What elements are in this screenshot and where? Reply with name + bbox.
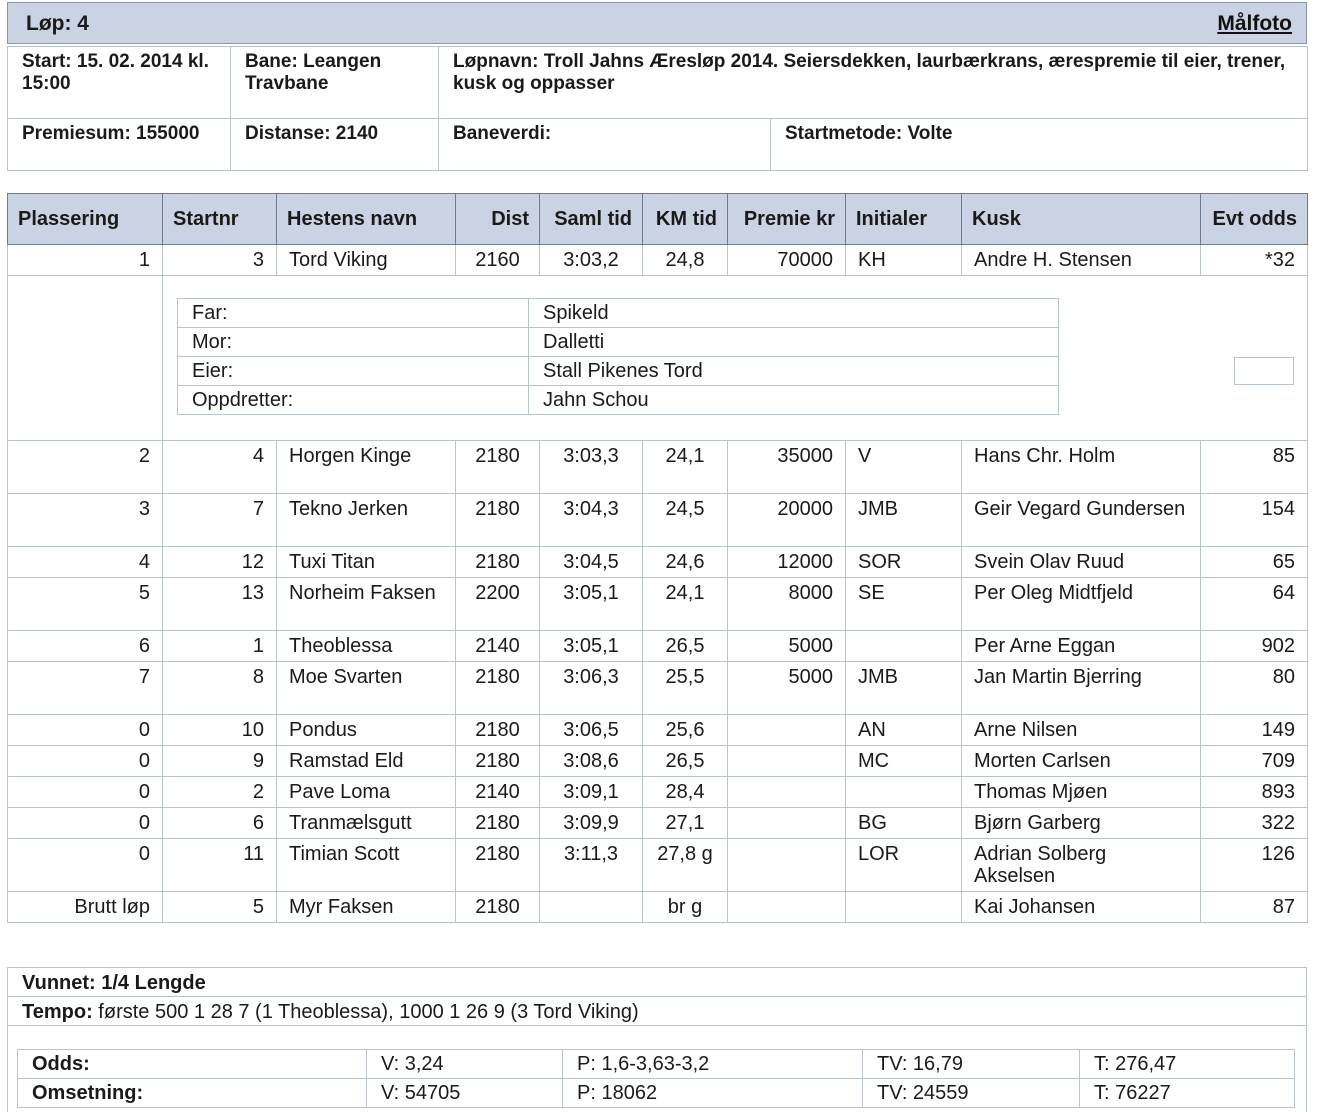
- total-time: 3:03,2: [540, 245, 643, 276]
- placement: 4: [8, 547, 163, 578]
- placement: 5: [8, 578, 163, 631]
- odds: 902: [1201, 631, 1308, 662]
- km-time: 24,8: [643, 245, 728, 276]
- placement: 0: [8, 746, 163, 777]
- start-number: 6: [163, 808, 277, 839]
- distance: 2180: [456, 808, 540, 839]
- table-row: [8, 631, 1308, 662]
- total-time: 3:03,3: [540, 441, 643, 494]
- start-method: Startmetode: Volte: [771, 119, 1308, 171]
- initials: [846, 777, 962, 808]
- race-info-table: [7, 46, 1308, 171]
- driver: Bjørn Garberg: [962, 808, 1201, 839]
- initials: [846, 631, 962, 662]
- track-value: Baneverdi:: [439, 119, 771, 171]
- initials: MC: [846, 746, 962, 777]
- odds-row: [18, 1050, 1295, 1079]
- placement: 0: [8, 839, 163, 892]
- distance: 2180: [456, 547, 540, 578]
- driver: Jan Martin Bjerring: [962, 662, 1201, 715]
- placement: 1: [8, 245, 163, 276]
- placement: 6: [8, 631, 163, 662]
- placement: 0: [8, 808, 163, 839]
- odds: 64: [1201, 578, 1308, 631]
- col-km-time: KM tid: [643, 194, 728, 245]
- col-initials: Initialer: [846, 194, 962, 245]
- distance: Distanse: 2140: [231, 119, 439, 171]
- horse-name: Pave Loma: [277, 777, 456, 808]
- col-start-number: Startnr: [163, 194, 277, 245]
- pedigree-cell: [163, 276, 1308, 441]
- table-row: [8, 494, 1308, 547]
- table-row: [8, 892, 1308, 923]
- start-number: 1: [163, 631, 277, 662]
- start-number: 8: [163, 662, 277, 715]
- col-odds: Evt odds: [1201, 194, 1308, 245]
- odds-t: T: 276,47: [1080, 1050, 1295, 1079]
- odds: 80: [1201, 662, 1308, 715]
- total-time: 3:06,5: [540, 715, 643, 746]
- col-prize: Premie kr: [728, 194, 846, 245]
- pedigree-row-owner: Eier: Stall Pikenes Tord: [178, 357, 1059, 386]
- table-row: [8, 808, 1308, 839]
- odds-table: [17, 1049, 1295, 1108]
- start-number: 4: [163, 441, 277, 494]
- start-number: 5: [163, 892, 277, 923]
- initials: JMB: [846, 662, 962, 715]
- prize: 20000: [728, 494, 846, 547]
- km-time: 25,6: [643, 715, 728, 746]
- horse-name: Pondus: [277, 715, 456, 746]
- odds: 149: [1201, 715, 1308, 746]
- km-time: 25,5: [643, 662, 728, 715]
- pedigree-table: [177, 298, 1059, 415]
- placement: 3: [8, 494, 163, 547]
- distance: 2140: [456, 777, 540, 808]
- initials: SE: [846, 578, 962, 631]
- start-number: 12: [163, 547, 277, 578]
- turnover-row: [18, 1079, 1295, 1108]
- start-number: 13: [163, 578, 277, 631]
- pedigree-row-dam: Mor: Dalletti: [178, 328, 1059, 357]
- odds: 709: [1201, 746, 1308, 777]
- km-time: 26,5: [643, 631, 728, 662]
- distance: 2180: [456, 494, 540, 547]
- total-time: [540, 892, 643, 923]
- turnover-label: Omsetning:: [18, 1079, 367, 1108]
- placement: 0: [8, 777, 163, 808]
- prize: 5000: [728, 631, 846, 662]
- horse-name: Theoblessa: [277, 631, 456, 662]
- horse-name: Tranmælsgutt: [277, 808, 456, 839]
- driver: Thomas Mjøen: [962, 777, 1201, 808]
- total-time: 3:04,3: [540, 494, 643, 547]
- initials: [846, 892, 962, 923]
- distance: 2180: [456, 839, 540, 892]
- distance: 2180: [456, 662, 540, 715]
- prize: [728, 715, 846, 746]
- km-time: 24,5: [643, 494, 728, 547]
- start-number: 9: [163, 746, 277, 777]
- results-table: [7, 193, 1308, 923]
- distance: 2180: [456, 892, 540, 923]
- distance: 2180: [456, 715, 540, 746]
- driver: Morten Carlsen: [962, 746, 1201, 777]
- horse-name: Moe Svarten: [277, 662, 456, 715]
- col-horse-name: Hestens navn: [277, 194, 456, 245]
- start-time: Start: 15. 02. 2014 kl. 15:00: [8, 47, 231, 119]
- tempo-line: [8, 997, 1306, 1026]
- horse-name: Timian Scott: [277, 839, 456, 892]
- distance: 2200: [456, 578, 540, 631]
- odds-p: P: 1,6-3,63-3,2: [563, 1050, 863, 1079]
- km-time: br g: [643, 892, 728, 923]
- placement: 2: [8, 441, 163, 494]
- total-time: 3:05,1: [540, 631, 643, 662]
- table-row: [8, 662, 1308, 715]
- photo-finish-link[interactable]: Målfoto: [1217, 12, 1292, 35]
- turnover-v: V: 54705: [367, 1079, 563, 1108]
- driver: Geir Vegard Gundersen: [962, 494, 1201, 547]
- horse-name: Ramstad Eld: [277, 746, 456, 777]
- km-time: 26,5: [643, 746, 728, 777]
- pedigree-extra-cell: [1234, 357, 1294, 385]
- horse-name: Tord Viking: [277, 245, 456, 276]
- km-time: 24,1: [643, 441, 728, 494]
- horse-name: Horgen Kinge: [277, 441, 456, 494]
- pedigree-spacer: [8, 276, 163, 441]
- odds: 85: [1201, 441, 1308, 494]
- race-number: Løp: 4: [26, 12, 89, 35]
- placement: 0: [8, 715, 163, 746]
- initials: AN: [846, 715, 962, 746]
- won-margin: Vunnet: 1/4 Lengde: [8, 968, 1306, 997]
- driver: Arne Nilsen: [962, 715, 1201, 746]
- race-title-bar: [7, 2, 1307, 44]
- table-row: [8, 245, 1308, 276]
- pedigree-row-breeder: Oppdretter: Jahn Schou: [178, 386, 1059, 415]
- odds-v: V: 3,24: [367, 1050, 563, 1079]
- col-total-time: Saml tid: [540, 194, 643, 245]
- prize: 70000: [728, 245, 846, 276]
- col-distance: Dist: [456, 194, 540, 245]
- total-time: 3:11,3: [540, 839, 643, 892]
- km-time: 24,6: [643, 547, 728, 578]
- prize: [728, 777, 846, 808]
- km-time: 24,1: [643, 578, 728, 631]
- initials: V: [846, 441, 962, 494]
- odds: 126: [1201, 839, 1308, 892]
- start-number: 7: [163, 494, 277, 547]
- prize: [728, 746, 846, 777]
- table-row: [8, 578, 1308, 631]
- driver: Adrian Solberg Akselsen: [962, 839, 1201, 892]
- total-time: 3:09,1: [540, 777, 643, 808]
- horse-name: Tuxi Titan: [277, 547, 456, 578]
- placement: 7: [8, 662, 163, 715]
- horse-name: Tekno Jerken: [277, 494, 456, 547]
- tempo-label: Tempo:: [22, 1001, 93, 1023]
- prize: 5000: [728, 662, 846, 715]
- driver: Andre H. Stensen: [962, 245, 1201, 276]
- initials: BG: [846, 808, 962, 839]
- total-time: 3:08,6: [540, 746, 643, 777]
- odds: 87: [1201, 892, 1308, 923]
- prize: [728, 839, 846, 892]
- table-row: [8, 547, 1308, 578]
- prize: [728, 808, 846, 839]
- odds-tv: TV: 16,79: [863, 1050, 1080, 1079]
- table-row: [8, 839, 1308, 892]
- horse-name: Norheim Faksen: [277, 578, 456, 631]
- table-row: [8, 746, 1308, 777]
- placement: Brutt løp: [8, 892, 163, 923]
- distance: 2160: [456, 245, 540, 276]
- km-time: 27,8 g: [643, 839, 728, 892]
- odds: 65: [1201, 547, 1308, 578]
- prize: [728, 892, 846, 923]
- col-placement: Plassering: [8, 194, 163, 245]
- prize: 12000: [728, 547, 846, 578]
- distance: 2140: [456, 631, 540, 662]
- turnover-tv: TV: 24559: [863, 1079, 1080, 1108]
- turnover-p: P: 18062: [563, 1079, 863, 1108]
- table-row: [8, 441, 1308, 494]
- pedigree-row-sire: Far: Spikeld: [178, 299, 1059, 328]
- distance: 2180: [456, 746, 540, 777]
- odds: 322: [1201, 808, 1308, 839]
- km-time: 27,1: [643, 808, 728, 839]
- distance: 2180: [456, 441, 540, 494]
- driver: Per Oleg Midtfjeld: [962, 578, 1201, 631]
- initials: LOR: [846, 839, 962, 892]
- prize: 35000: [728, 441, 846, 494]
- start-number: 3: [163, 245, 277, 276]
- turnover-t: T: 76227: [1080, 1079, 1295, 1108]
- total-time: 3:09,9: [540, 808, 643, 839]
- prize-sum: Premiesum: 155000: [8, 119, 231, 171]
- prize: 8000: [728, 578, 846, 631]
- horse-name: Myr Faksen: [277, 892, 456, 923]
- pedigree-row: [8, 276, 1308, 441]
- total-time: 3:04,5: [540, 547, 643, 578]
- initials: JMB: [846, 494, 962, 547]
- driver: Hans Chr. Holm: [962, 441, 1201, 494]
- odds-label: Odds:: [18, 1050, 367, 1079]
- initials: SOR: [846, 547, 962, 578]
- start-number: 10: [163, 715, 277, 746]
- odds: *32: [1201, 245, 1308, 276]
- km-time: 28,4: [643, 777, 728, 808]
- driver: Kai Johansen: [962, 892, 1201, 923]
- table-row: [8, 777, 1308, 808]
- start-number: 11: [163, 839, 277, 892]
- track-name: Bane: Leangen Travbane: [231, 47, 439, 119]
- race-name: Løpnavn: Troll Jahns Æresløp 2014. Seiersdekken, laurbærkrans, ærespremie til eier, trener, kusk og oppasser: [439, 47, 1308, 119]
- total-time: 3:06,3: [540, 662, 643, 715]
- odds: 893: [1201, 777, 1308, 808]
- table-row: [8, 715, 1308, 746]
- driver: Svein Olav Ruud: [962, 547, 1201, 578]
- driver: Per Arne Eggan: [962, 631, 1201, 662]
- odds: 154: [1201, 494, 1308, 547]
- col-driver: Kusk: [962, 194, 1201, 245]
- tempo-value: første 500 1 28 7 (1 Theoblessa), 1000 1 26 9 (3 Tord Viking): [92, 1001, 639, 1023]
- initials: KH: [846, 245, 962, 276]
- start-number: 2: [163, 777, 277, 808]
- total-time: 3:05,1: [540, 578, 643, 631]
